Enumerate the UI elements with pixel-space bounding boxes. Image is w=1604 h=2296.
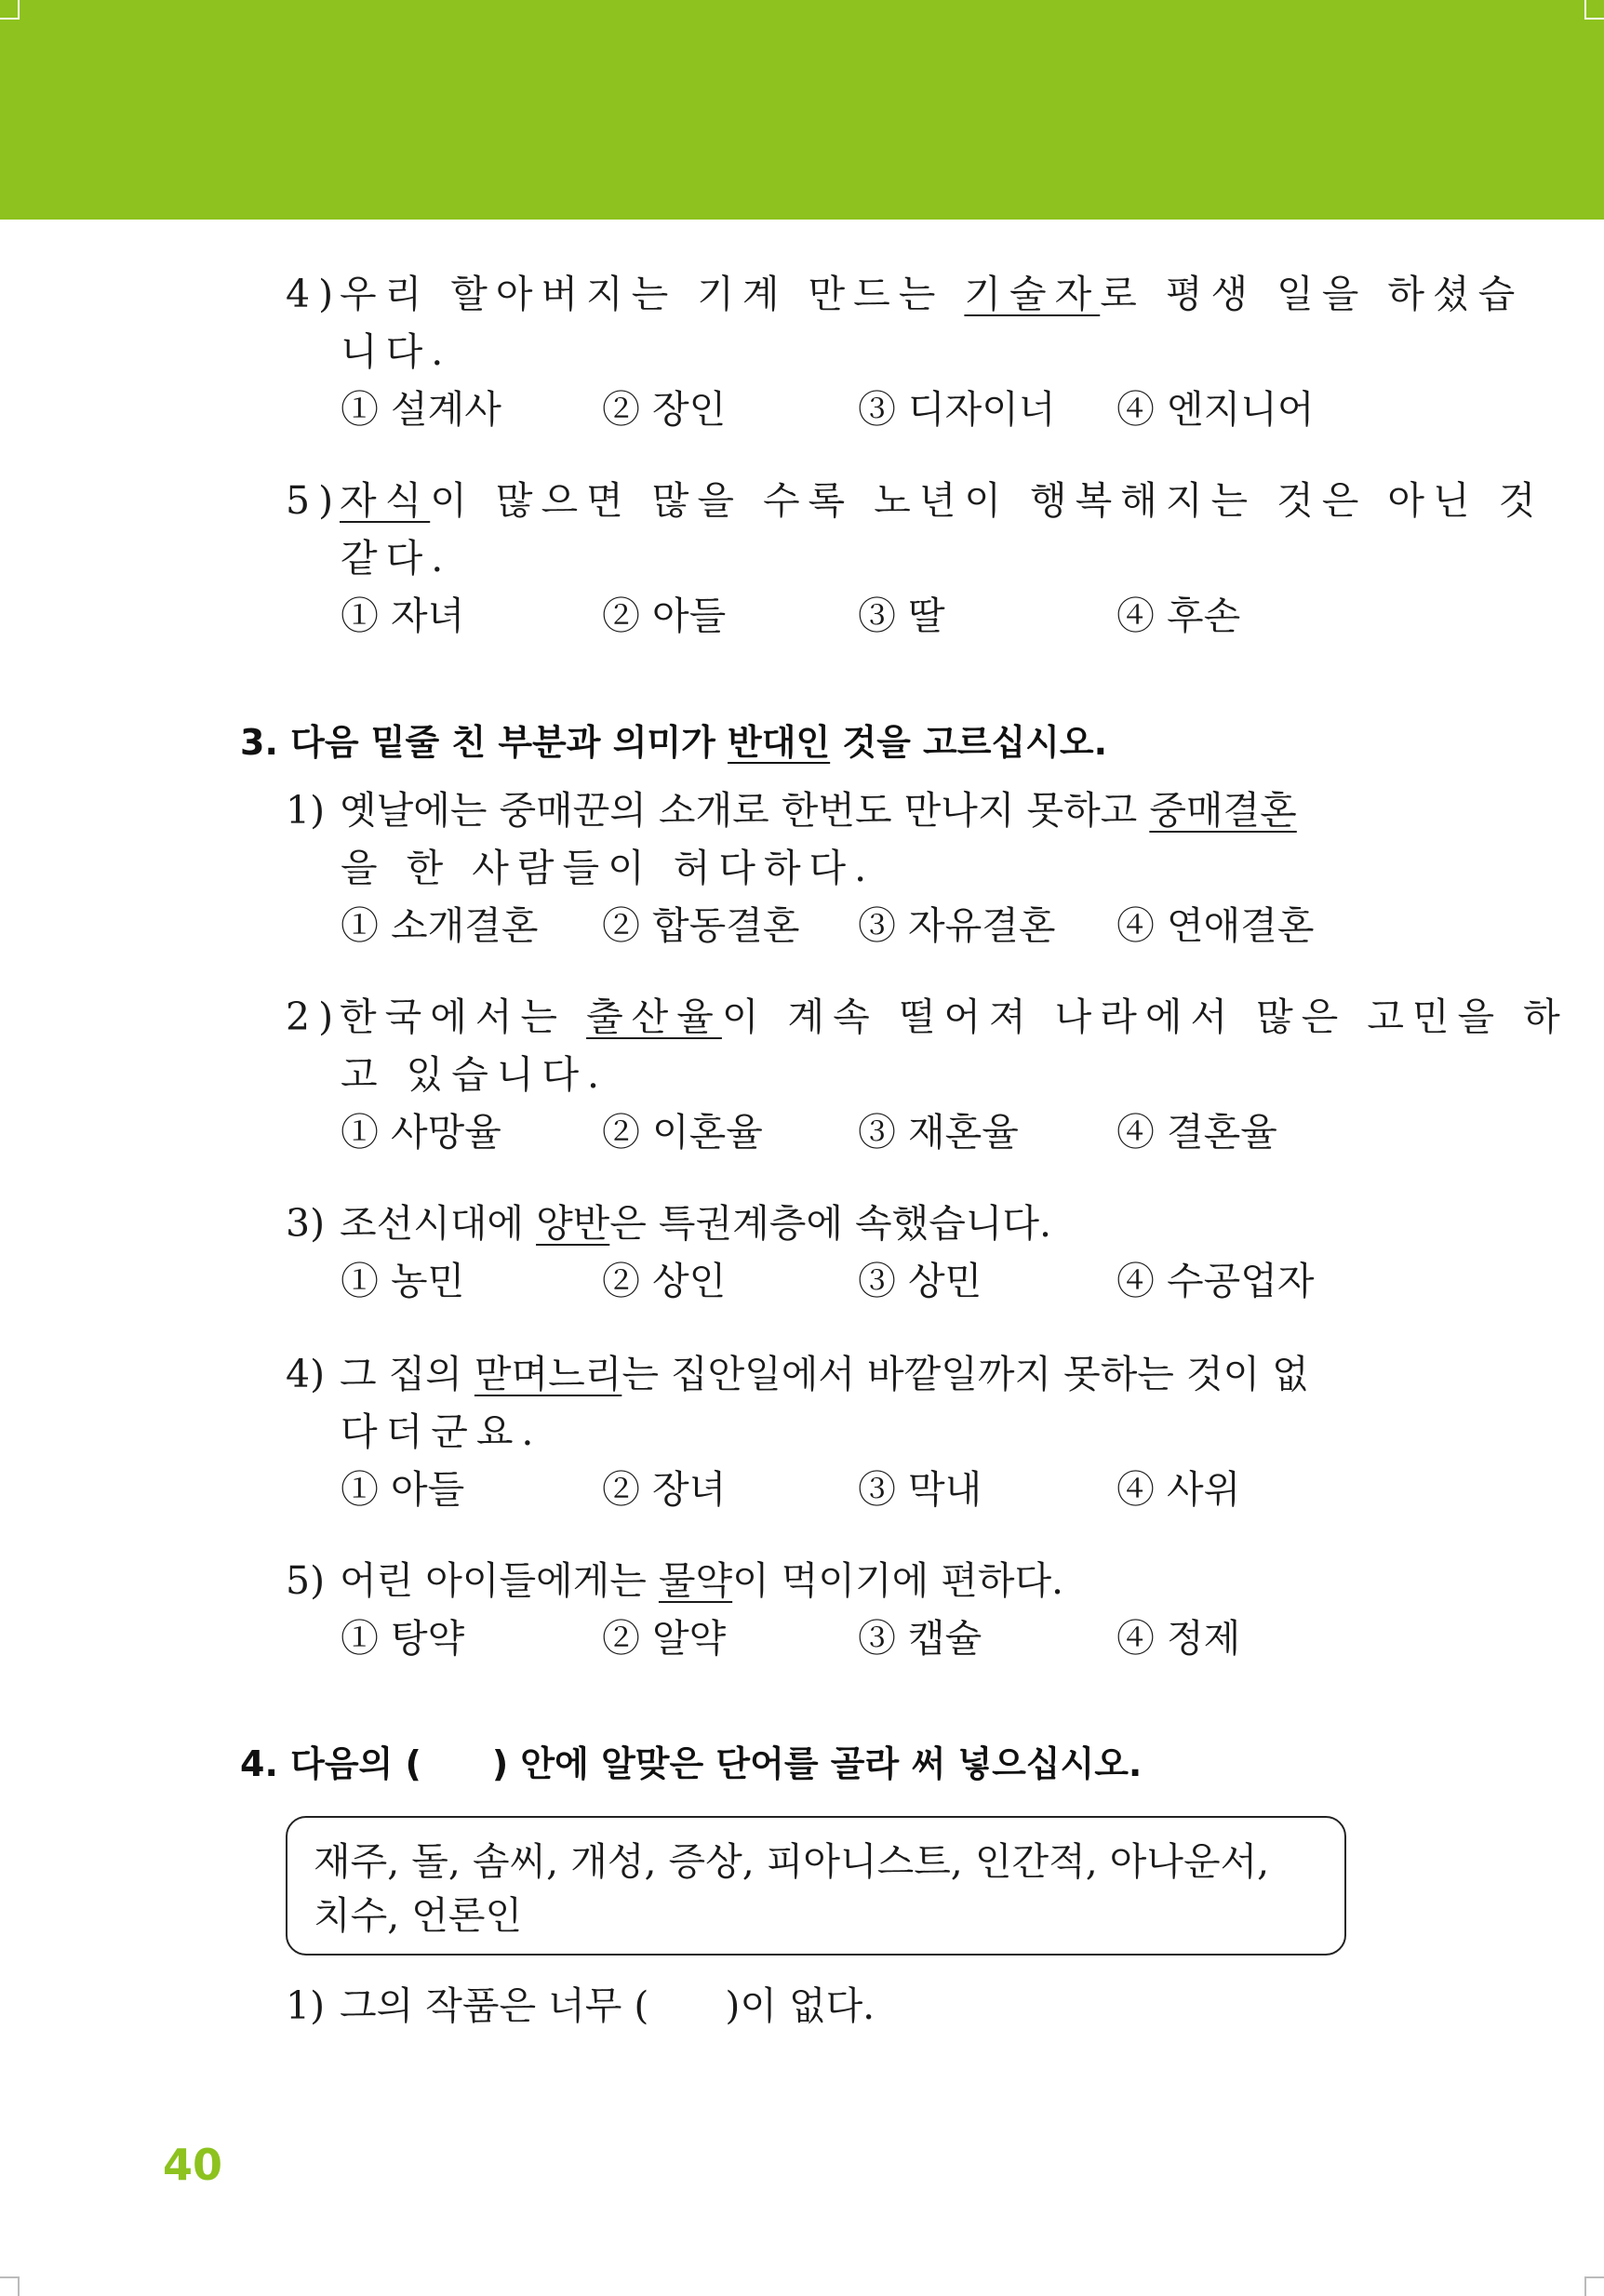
question-number: 1) bbox=[286, 1983, 326, 2028]
question-number: 3) bbox=[286, 1201, 326, 1246]
crop-mark-top-left bbox=[0, 0, 28, 28]
question-text-post: 는 집안일에서 바깥일까지 못하는 것이 없 bbox=[622, 1352, 1309, 1396]
word-bank-line-2: 치수, 언론인 bbox=[314, 1893, 523, 1938]
question-text-pre: 어린 아이들에게는 bbox=[340, 1558, 659, 1603]
option-1: ① 농민 bbox=[341, 1259, 465, 1303]
option-4: ④ 연애결혼 bbox=[1116, 903, 1315, 948]
option-1: ① 자녀 bbox=[341, 594, 465, 638]
option-4: ④ 수공업자 bbox=[1116, 1259, 1315, 1303]
options-3-1 bbox=[341, 897, 1364, 954]
option-1: ① 아들 bbox=[341, 1467, 465, 1512]
question-3-4 bbox=[286, 1345, 1365, 1403]
question-text-continued: 같다. bbox=[341, 536, 452, 581]
crop-mark-bottom-left bbox=[0, 2268, 28, 2296]
options-2-4 bbox=[341, 380, 1364, 438]
question-3-2 bbox=[286, 988, 1569, 1046]
question-number: 4) bbox=[286, 1352, 326, 1396]
options-3-2 bbox=[341, 1103, 1364, 1161]
option-1: ① 설계사 bbox=[341, 387, 501, 432]
option-3: ③ 딸 bbox=[858, 594, 945, 638]
page-number: 40 bbox=[163, 2140, 223, 2190]
question-4-1 bbox=[286, 1977, 1365, 2035]
question-text-continued: 고 있습니다. bbox=[341, 1052, 608, 1097]
option-4: ④ 결혼율 bbox=[1116, 1110, 1277, 1155]
question-number: 5) bbox=[286, 478, 342, 523]
underlined-word: 맏며느리 bbox=[474, 1352, 622, 1396]
word-bank-line-1: 재주, 돌, 솜씨, 개성, 증상, 피아니스트, 인간적, 아나운서, bbox=[314, 1839, 1270, 1884]
question-text-post: 은 특권계층에 속했습니다. bbox=[609, 1201, 1052, 1246]
option-2: ② 아들 bbox=[602, 594, 727, 638]
underlined-word: 자식 bbox=[340, 478, 431, 523]
option-2: ② 장인 bbox=[602, 387, 727, 432]
question-text-pre: 우리 할아버지는 기계 만드는 bbox=[340, 272, 965, 316]
crop-mark-bottom-right bbox=[1576, 2268, 1604, 2296]
options-3-3 bbox=[341, 1252, 1364, 1310]
underlined-word: 기술자 bbox=[964, 272, 1101, 316]
underlined-word: 물약 bbox=[658, 1558, 733, 1603]
option-3: ③ 캡슐 bbox=[858, 1616, 982, 1661]
option-2: ② 장녀 bbox=[602, 1467, 727, 1512]
header-band bbox=[0, 0, 1604, 220]
section-3-title bbox=[240, 714, 1107, 770]
option-3: ③ 자유결혼 bbox=[858, 903, 1056, 948]
option-4: ④ 엔지니어 bbox=[1116, 387, 1315, 432]
option-2: ② 상인 bbox=[602, 1259, 727, 1303]
options-3-4 bbox=[341, 1461, 1364, 1518]
question-2-4 bbox=[286, 265, 1524, 323]
question-text-continued: 다더군요. bbox=[341, 1409, 542, 1454]
question-text-post: 로 평생 일을 하셨습 bbox=[1100, 272, 1524, 316]
section-title-post: 것을 고르십시오. bbox=[830, 722, 1108, 763]
question-number: 4) bbox=[286, 272, 342, 316]
section-4-title: 4. 다음의 ( ) 안에 알맞은 단어를 골라 써 넣으십시오. bbox=[240, 1743, 1143, 1784]
option-4: ④ 후손 bbox=[1116, 594, 1241, 638]
question-3-5 bbox=[286, 1552, 1365, 1609]
option-1: ① 탕약 bbox=[341, 1616, 465, 1661]
question-text-continued: 을 한 사람들이 허다하다. bbox=[341, 846, 876, 890]
question-number: 1) bbox=[286, 788, 326, 833]
question-text: 그의 작품은 너무 ( )이 없다. bbox=[340, 1983, 876, 2028]
option-3: ③ 디자이너 bbox=[858, 387, 1056, 432]
section-title-pre: 3. 다음 밑줄 친 부분과 의미가 bbox=[240, 722, 728, 763]
underlined-word: 양반 bbox=[536, 1201, 610, 1246]
option-3: ③ 재혼율 bbox=[858, 1110, 1019, 1155]
question-text-pre: 그 집의 bbox=[340, 1352, 475, 1396]
crop-mark-top-right bbox=[1576, 0, 1604, 28]
option-2: ② 합동결혼 bbox=[602, 903, 800, 948]
options-2-5 bbox=[341, 587, 1364, 645]
question-text-continued: 니다. bbox=[341, 329, 452, 374]
option-2: ② 알약 bbox=[602, 1616, 727, 1661]
option-1: ① 사망율 bbox=[341, 1110, 501, 1155]
question-number: 5) bbox=[286, 1558, 326, 1603]
option-1: ① 소개결혼 bbox=[341, 903, 539, 948]
question-text-post: 이 많으면 많을 수록 노년이 행복해지는 것은 아닌 것 bbox=[430, 478, 1544, 523]
word-bank-box bbox=[286, 1816, 1346, 1956]
option-2: ② 이혼율 bbox=[602, 1110, 763, 1155]
question-text-pre: 조선시대에 bbox=[340, 1201, 537, 1246]
options-3-5 bbox=[341, 1609, 1364, 1667]
option-3: ③ 막내 bbox=[858, 1467, 982, 1512]
underlined-word: 중매결혼 bbox=[1149, 788, 1297, 833]
option-3: ③ 상민 bbox=[858, 1259, 982, 1303]
underlined-word: 출산율 bbox=[586, 994, 722, 1039]
question-2-5 bbox=[286, 472, 1544, 529]
section-title-underlined: 반대인 bbox=[728, 722, 831, 763]
question-text-post: 이 먹이기에 편하다. bbox=[732, 1558, 1064, 1603]
question-text-pre: 옛날에는 중매꾼의 소개로 한번도 만나지 못하고 bbox=[340, 788, 1150, 833]
option-4: ④ 사위 bbox=[1116, 1467, 1241, 1512]
question-text-post: 이 계속 떨어져 나라에서 많은 고민을 하 bbox=[721, 994, 1569, 1039]
question-number: 2) bbox=[286, 994, 342, 1039]
question-text-pre: 한국에서는 bbox=[340, 994, 587, 1039]
question-3-3 bbox=[286, 1195, 1365, 1252]
question-3-1 bbox=[286, 781, 1365, 839]
option-4: ④ 정제 bbox=[1116, 1616, 1241, 1661]
